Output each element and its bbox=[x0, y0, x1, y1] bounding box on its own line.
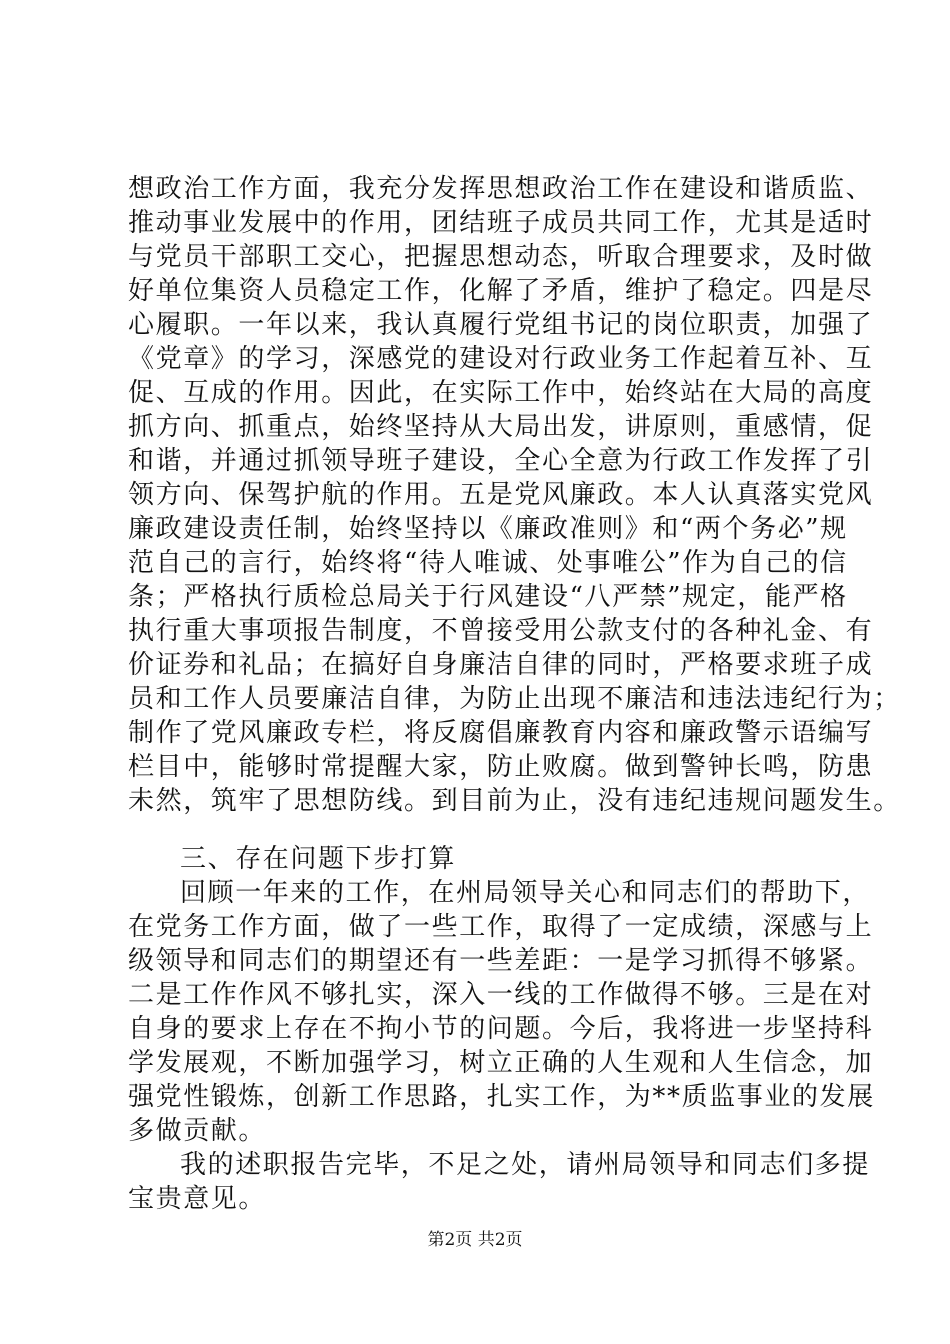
text-line: 价证券和礼品；在搞好自身廉洁自律的同时，严格要求班子成 bbox=[128, 650, 874, 680]
text-line: 执行重大事项报告制度，不曾接受用公款支付的各种礼金、有 bbox=[128, 616, 874, 646]
text-line: 推动事业发展中的作用，团结班子成员共同工作，尤其是适时 bbox=[128, 208, 874, 238]
text-line: 和谐，并通过抓领导班子建设，全心全意为行政工作发挥了引 bbox=[128, 446, 874, 476]
text-line: 二是工作作风不够扎实，深入一线的工作做得不够。三是在对 bbox=[128, 980, 874, 1010]
text-line: 条；严格执行质检总局关于行风建设“八严禁”规定，能严格 bbox=[128, 582, 848, 612]
text-line: 廉政建设责任制，始终坚持以《廉政准则》和“两个务必”规 bbox=[128, 514, 848, 544]
text-line: 想政治工作方面，我充分发挥思想政治工作在建设和谐质监、 bbox=[128, 174, 874, 204]
text-line: 领方向、保驾护航的作用。五是党风廉政。本人认真落实党风 bbox=[128, 480, 874, 510]
text-line: 栏目中，能够时常提醒大家，防止败腐。做到警钟长鸣，防患 bbox=[128, 752, 874, 782]
text-line: 强党性锻炼，创新工作思路，扎实工作，为**质监事业的发展 bbox=[128, 1082, 875, 1112]
text-line: 自身的要求上存在不拘小节的问题。今后，我将进一步坚持科 bbox=[128, 1014, 874, 1044]
text-line: 员和工作人员要廉洁自律，为防止出现不廉洁和违法违纪行为； bbox=[128, 684, 901, 714]
text-line: 制作了党风廉政专栏，将反腐倡廉教育内容和廉政警示语编写 bbox=[128, 718, 874, 748]
text-line: 我的述职报告完毕，不足之处，请州局领导和同志们多提 bbox=[180, 1150, 871, 1180]
section-heading: 三、存在问题下步打算 bbox=[180, 844, 457, 874]
text-line: 多做贡献。 bbox=[128, 1116, 267, 1146]
text-line: 回顾一年来的工作，在州局领导关心和同志们的帮助下， bbox=[180, 878, 871, 908]
text-line: 在党务工作方面，做了一些工作，取得了一定成绩，深感与上 bbox=[128, 912, 874, 942]
text-line: 宝贵意见。 bbox=[128, 1184, 267, 1214]
text-line: 好单位集资人员稳定工作，化解了矛盾，维护了稳定。四是尽 bbox=[128, 276, 874, 306]
page-number-footer: 第2页 共2页 bbox=[427, 1230, 523, 1250]
text-line: 心履职。一年以来，我认真履行党组书记的岗位职责，加强了 bbox=[128, 310, 874, 340]
text-line: 《党章》的学习，深感党的建设对行政业务工作起着互补、互 bbox=[128, 344, 874, 374]
text-line: 促、互成的作用。因此，在实际工作中，始终站在大局的高度 bbox=[128, 378, 874, 408]
text-line: 学发展观，不断加强学习，树立正确的人生观和人生信念，加 bbox=[128, 1048, 874, 1078]
text-line: 未然，筑牢了思想防线。到目前为止，没有违纪违规问题发生。 bbox=[128, 786, 901, 816]
text-line: 与党员干部职工交心，把握思想动态，听取合理要求，及时做 bbox=[128, 242, 874, 272]
text-line: 级领导和同志们的期望还有一些差距：一是学习抓得不够紧。 bbox=[128, 946, 874, 976]
text-line: 范自己的言行，始终将“待人唯诚、处事唯公”作为自己的信 bbox=[128, 548, 848, 578]
text-line: 抓方向、抓重点，始终坚持从大局出发，讲原则，重感情，促 bbox=[128, 412, 874, 442]
